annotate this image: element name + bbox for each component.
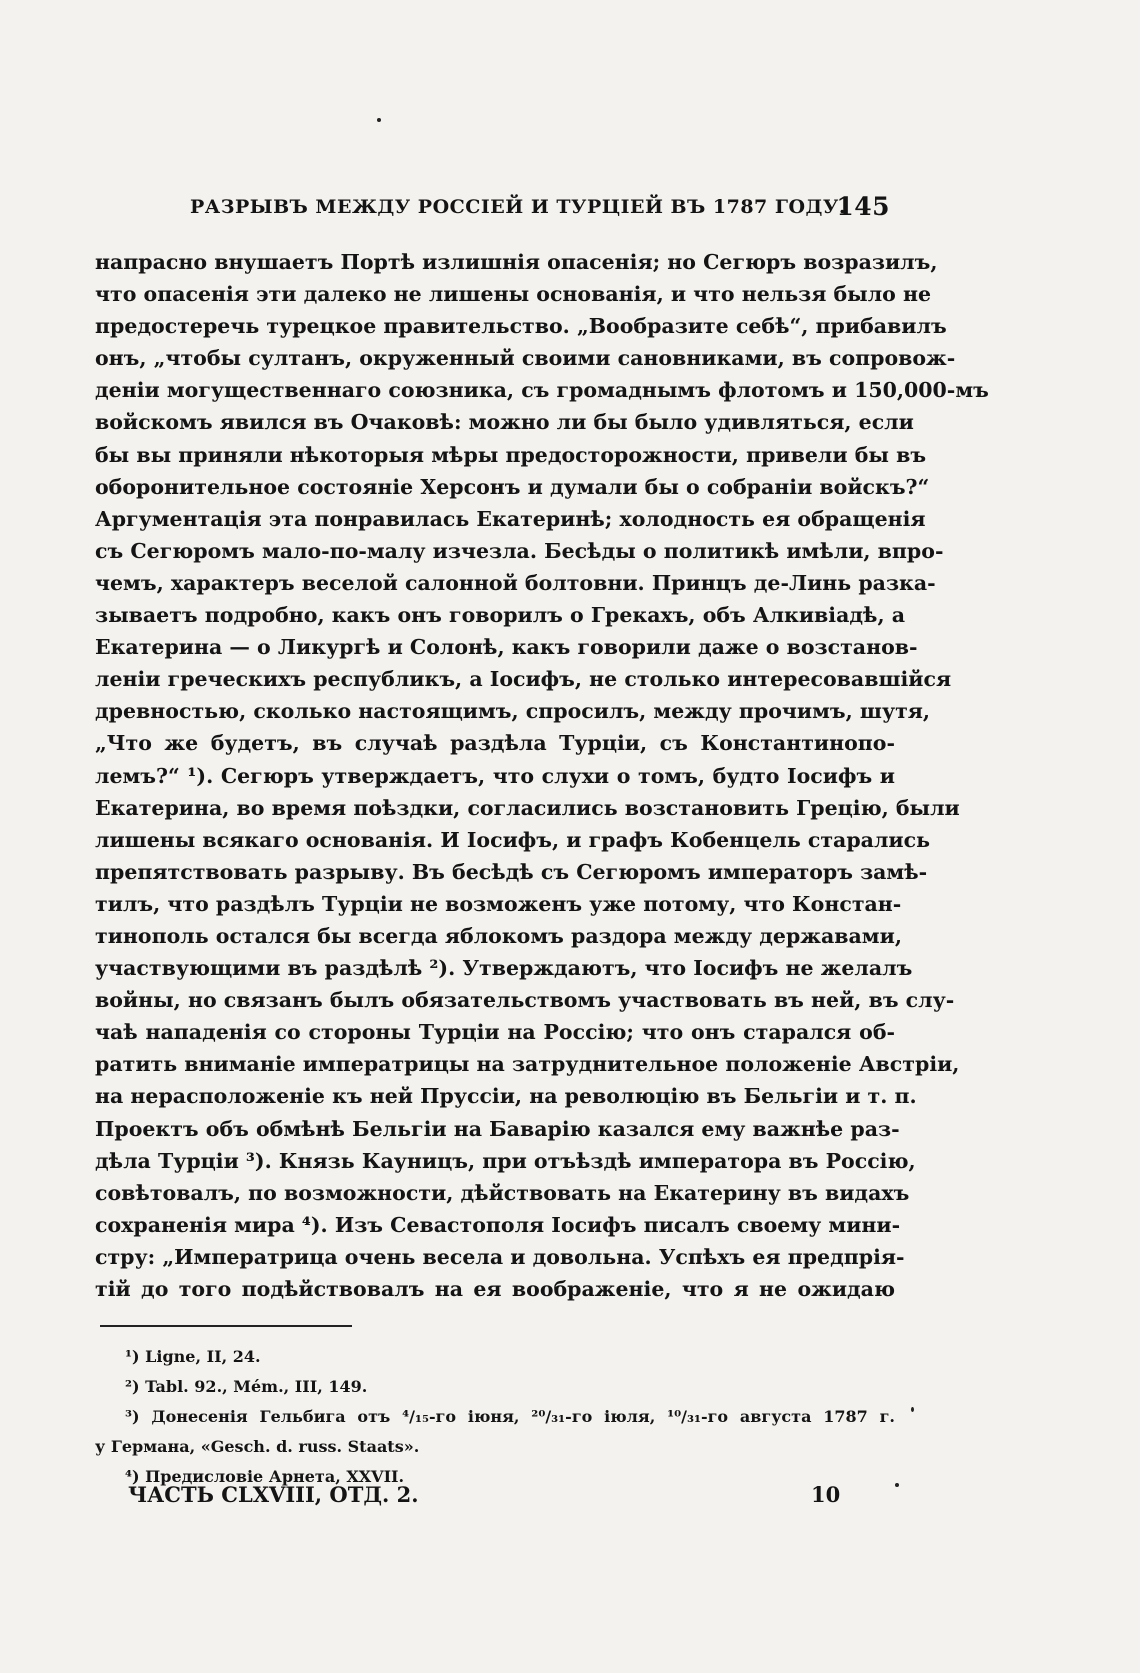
footnote: ⁴) Предисловіе Арнета, XXVII. [125,1467,405,1486]
footnotes [95,1342,895,1492]
text-line: предостеречь турецкое правительство. „Вообразите себѣ“, прибавилъ [95,314,947,339]
text-line: чаѣ нападенія со стороны Турціи на Россію; что онъ старался об- [95,1020,895,1045]
print-speck [377,118,381,122]
volume-part: ЧАСТЬ CLXVIII, ОТД. 2. [128,1482,419,1507]
text-line: участвующими въ раздѣлѣ ²). Утверждаютъ, что Іосифъ не желалъ [95,956,913,981]
text-line: препятствовать разрыву. Въ бесѣдѣ съ Сегюромъ императоръ замѣ- [95,859,928,884]
text-line: бы вы приняли нѣкоторыя мѣры предосторожности, привели бы въ [95,442,927,467]
text-line: съ Сегюромъ мало-по-малу изчезла. Бесѣды о политикѣ имѣли, впро- [95,538,944,563]
print-speck [911,1407,914,1412]
text-line: тій до того подѣйствовалъ на ея воображеніе, что я не ожидаю [95,1277,895,1301]
footnote: ³) Донесенія Гельбига отъ ⁴/₁₅-го іюня, ²⁰/₃₁-го іюля, ¹⁰/₃₁-го августа 1787 г. [125,1407,895,1426]
text-line: Екатерина — о Ликургѣ и Солонѣ, какъ говорили даже о возстанов- [95,635,918,660]
text-line: совѣтовалъ, по возможности, дѣйствовать на Екатерину въ видахъ [95,1180,910,1205]
text-line: войскомъ явился въ Очаковѣ: можно ли бы было удивляться, если [95,410,914,435]
footnote-rule [100,1325,352,1327]
text-line: древностью, сколько настоящимъ, спросилъ, между прочимъ, шутя, [95,699,931,724]
text-line: Проектъ объ обмѣнѣ Бельгіи на Баварію казался ему важнѣе раз- [95,1116,900,1141]
text-line: зываетъ подробно, какъ онъ говорилъ о Грекахъ, объ Алкивіадѣ, а [95,603,906,628]
text-line: напрасно внушаетъ Портѣ излишнія опасенія; но Сегюръ возразилъ, [95,250,938,274]
signature-mark: 10 [811,1482,841,1507]
page-footer [128,1482,841,1516]
running-title: РАЗРЫВЪ МЕЖДУ РОССІЕЙ И ТУРЦІЕЙ ВЪ 1787 ГОДУ. [190,196,846,218]
text-line: Екатерина, во время поѣздки, согласились возстановить Грецію, были [95,795,960,820]
text-line: деніи могущественнаго союзника, съ громаднымъ флотомъ и 150,000-мъ [95,378,989,403]
text-line: лишены всякаго основанія. И Іосифъ, и графъ Кобенцель старались [95,827,931,852]
text-line: „Что же будетъ, въ случаѣ раздѣла Турціи, съ Константинопо- [95,731,895,756]
text-line: тилъ, что раздѣлъ Турціи не возможенъ уже потому, что Констан- [95,891,902,916]
footnote: ²) Tabl. 92., Mém., III, 149. [125,1377,368,1396]
text-line: Аргументація эта понравилась Екатеринѣ; холодность ея обращенія [95,506,926,531]
text-line: сохраненія мира ⁴). Изъ Севастополя Іосифъ писалъ своему мини- [95,1212,901,1237]
text-line: чемъ, характеръ веселой салонной болтовни. Принцъ де-Линь разка- [95,570,936,595]
footnote: ¹) Ligne, II, 24. [125,1347,261,1366]
text-line: тинополь остался бы всегда яблокомъ раздора между державами, [95,923,902,948]
text-line: онъ, „чтобы султанъ, окруженный своими сановниками, въ сопровож- [95,346,956,371]
print-speck [895,1483,899,1487]
page-number: 145 [836,192,890,221]
text-line: войны, но связанъ былъ обязательствомъ участвовать въ ней, въ слу- [95,988,955,1013]
text-line: на нерасположеніе къ ней Пруссіи, на революцію въ Бельгіи и т. п. [95,1084,917,1109]
text-line: лемъ?“ ¹). Сегюръ утверждаетъ, что слухи о томъ, будто Іосифъ и [95,763,895,788]
text-line: дѣла Турціи ³). Князь Кауницъ, при отъѣздѣ императора въ Россію, [95,1148,916,1173]
footnote-continuation: у Германа, «Gesch. d. russ. Staats». [95,1437,420,1456]
text-line: оборонительное состояніе Херсонъ и думали бы о собраніи войскъ?“ [95,474,930,499]
text-line: что опасенія эти далеко не лишены основанія, и что нельзя было не [95,282,932,307]
text-line: стру: „Императрица очень весела и довольна. Успѣхъ ея предпрія- [95,1244,905,1269]
text-line: ратить вниманіе императрицы на затруднительное положеніе Австріи, [95,1052,960,1077]
text-line: леніи греческихъ республикъ, а Іосифъ, не столько интересовавшійся [95,667,952,692]
body-text [95,246,989,1305]
running-header [190,192,890,228]
